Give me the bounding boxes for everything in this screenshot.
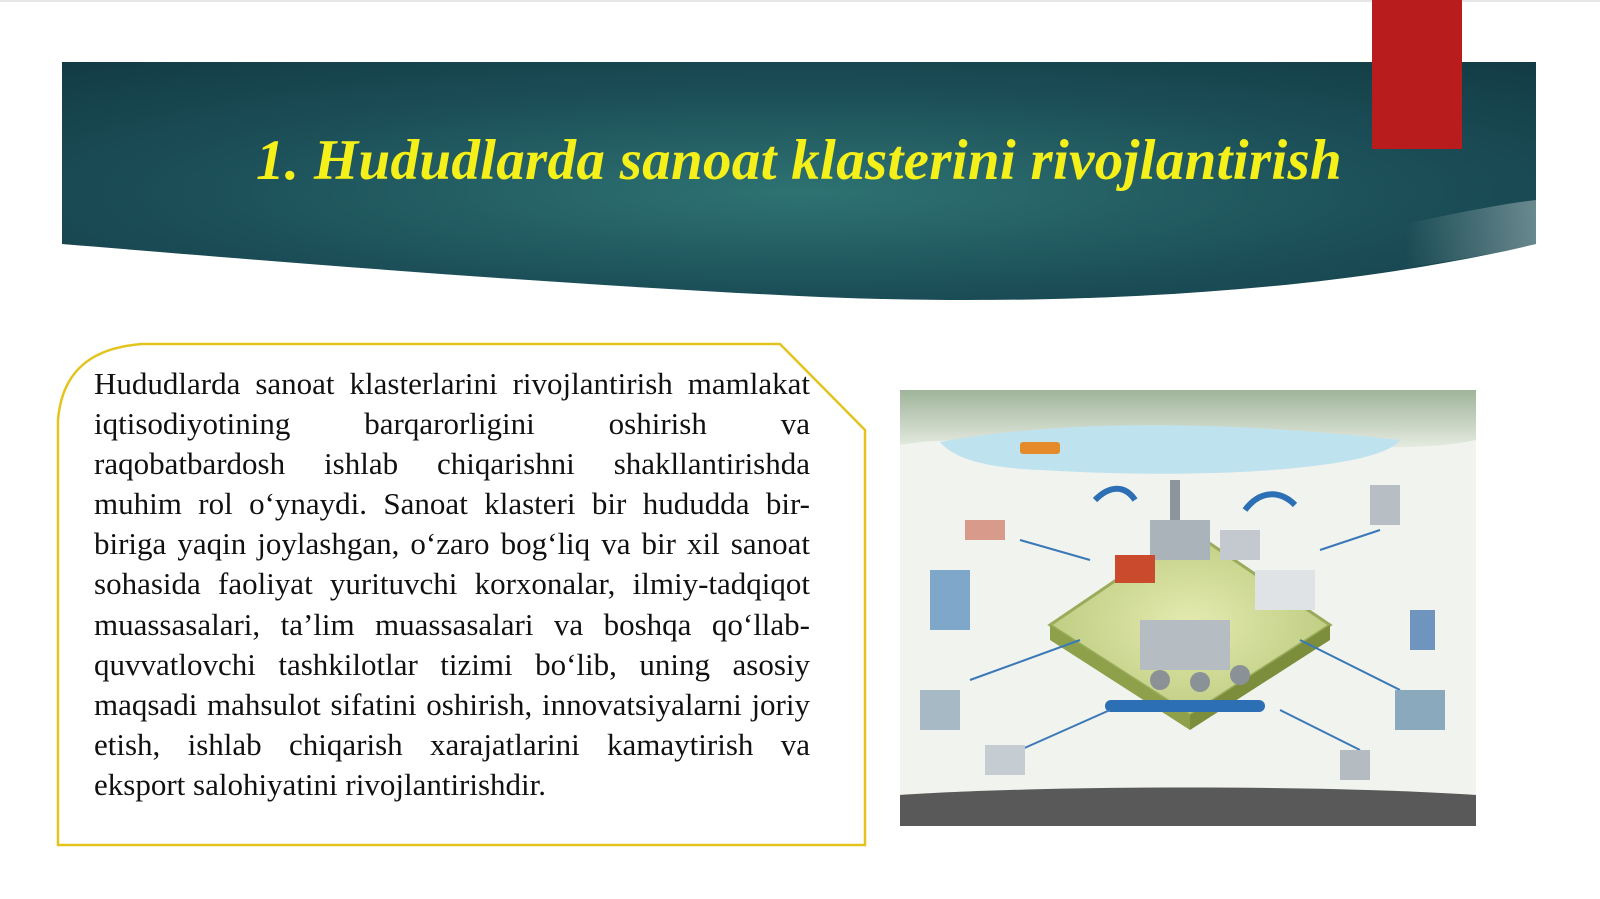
industrial-cluster-illustration — [900, 390, 1476, 826]
red-accent-tab — [1372, 0, 1462, 149]
slide-title: 1. Hududlarda sanoat klasterini rivojlantirish — [255, 129, 1342, 192]
body-paragraph: Hududlarda sanoat klasterlarini rivojlantirish mamlakat iqtisodiyotining barqarorligini oshirish va raqobatbardosh ishlab chiqarishni shakllantirishda muhim rol o‘ynaydi. Sanoat klasteri bir hududda bir-biriga yaqin joylashgan, o‘zaro bog‘liq va bir xil sanoat sohasida faoliyat yurituvchi korxonalar, ilmiy-tadqiqot muassasalari, ta’lim muassasalari va boshqa qo‘llab-quvvatlovchi tashkilotlar tizimi bo‘lib, uning asosiy maqsadi mahsulot sifatini oshirish, innovatsiyalarni joriy etish, ishlab chiqarish xarajatlarini kamaytirish va eksport salohiyatini rivojlantirishdir. — [94, 366, 810, 802]
